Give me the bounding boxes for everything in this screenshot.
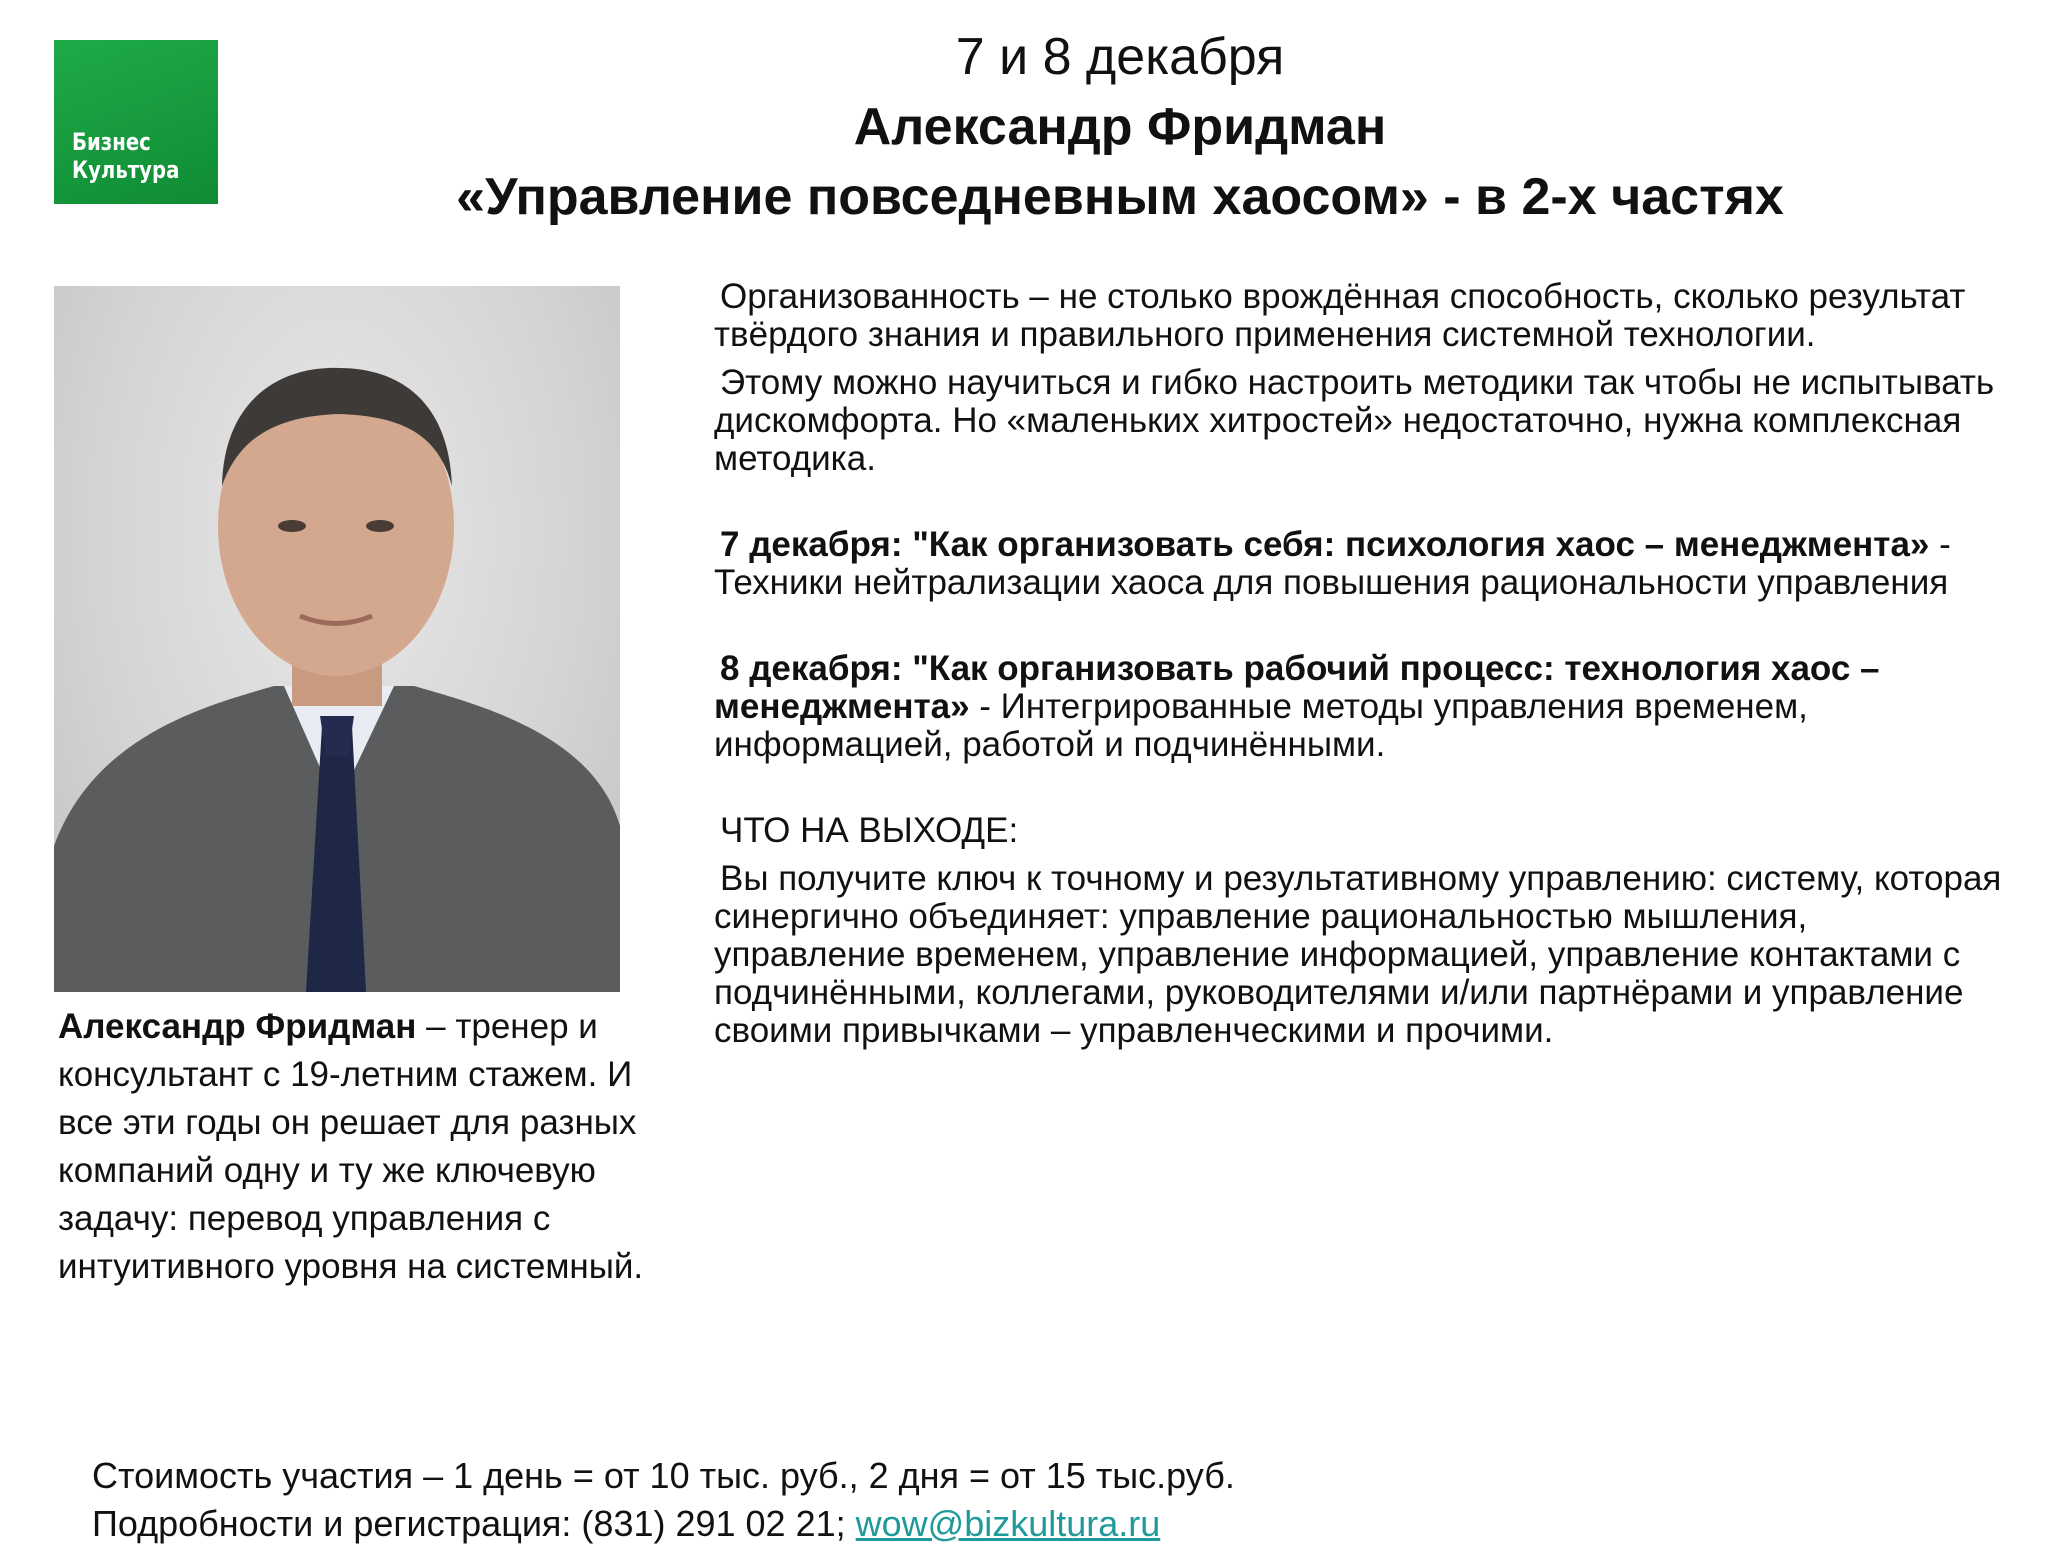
day2-text: - Интегрированные методы управления временем, информацией, работой и подчинёнными.	[714, 687, 1808, 764]
page-header	[300, 22, 1940, 232]
contacts-line	[92, 1500, 1792, 1548]
bio-name: Александр Фридман	[58, 1007, 417, 1046]
day1-text: - Техники нейтрализации хаоса для повышения рациональности управления	[714, 525, 1951, 602]
outcome-heading: ЧТО НА ВЫХОДЕ:	[720, 811, 1019, 850]
day2-heading: 8 декабря: "Как организовать рабочий процесс: технология хаос – менеджмента»	[714, 649, 1880, 726]
footer	[92, 1452, 1792, 1548]
contacts-prefix: Подробности и регистрация: (831) 291 02 21;	[92, 1503, 856, 1544]
intro-paragraph-1: Организованность – не столько врождённая способность, сколько результат твёрдого знания и правильного применения системной технологии.	[714, 277, 1966, 354]
email-link[interactable]: wow@bizkultura.ru	[855, 1503, 1161, 1544]
event-description	[714, 278, 2004, 1050]
outcome-text: Вы получите ключ к точному и результативному управлению: систему, которая синергично объединяет: управление рациональностью мышления, управление временем, управление информацией, управление контактами с подчинёнными, коллегами, руководителями и/или партнёрами и управление своими привычками – управленческими и прочими.	[714, 859, 2002, 1050]
bio-text: – тренер и консультант с 19-летним стажем. И все эти годы он решает для разных компаний одну и ту же ключевую задачу: перевод управления с интуитивного уровня на системный.	[58, 1007, 644, 1286]
day1-heading: 7 декабря: "Как организовать себя: психология хаос – менеджмента»	[720, 525, 1930, 564]
price-line: Стоимость участия – 1 день = от 10 тыс. руб., 2 дня = от 15 тыс.руб.	[92, 1455, 1235, 1496]
day2-block	[714, 650, 2004, 764]
bizkultura-logo	[54, 40, 218, 204]
speaker-bio	[58, 1003, 658, 1291]
event-title: «Управление повседневным хаосом» - в 2-х частях	[456, 168, 1784, 226]
day1-block	[714, 526, 2004, 602]
speaker-name-heading: Александр Фридман	[853, 98, 1387, 156]
speaker-photo	[54, 286, 620, 992]
event-date: 7 и 8 декабря	[955, 28, 1285, 86]
intro-paragraph-2: Этому можно научиться и гибко настроить методики так чтобы не испытывать дискомфорта. Но «маленьких хитростей» недостаточно, нужна комплексная методика.	[714, 363, 1995, 478]
logo-text: Бизнес Культура	[72, 128, 180, 184]
